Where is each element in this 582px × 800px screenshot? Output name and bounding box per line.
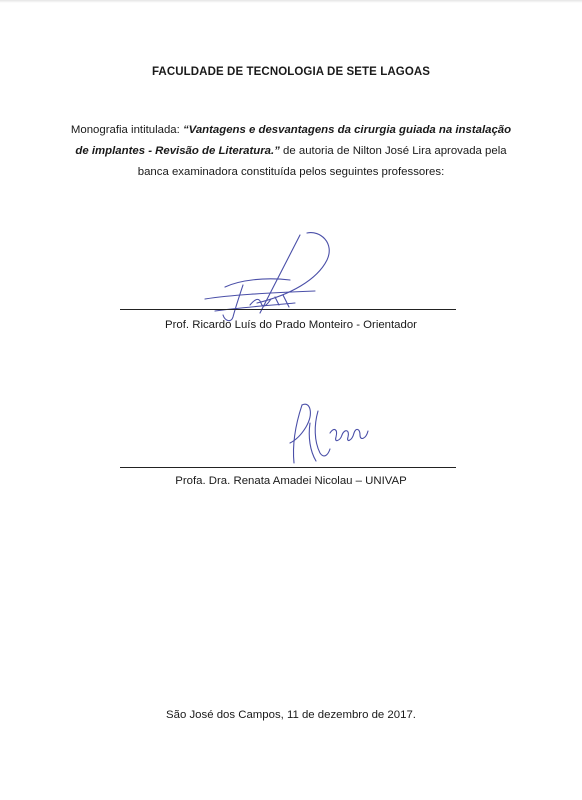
signature-examiner bbox=[280, 393, 380, 473]
statement-prefix: Monografia intitulada: bbox=[70, 124, 183, 136]
scan-edge bbox=[0, 0, 582, 3]
statement-suffix: de autoria de Nilton José Lira aprovada pela banca examinadora constituída pelos seguintes professores: bbox=[137, 145, 507, 178]
institution-heading: FACULDADE DE TECNOLOGIA DE SETE LAGOAS bbox=[151, 66, 431, 78]
signatory-name-examiner: Profa. Dra. Renata Amadei Nicolau – UNIVAP bbox=[175, 475, 407, 487]
place-and-date: São José dos Campos, 11 de dezembro de 2017. bbox=[166, 709, 416, 721]
signature-line-examiner bbox=[120, 467, 456, 468]
signatory-name-advisor: Prof. Ricardo Luís do Prado Monteiro - Orientador bbox=[165, 319, 417, 331]
approval-statement bbox=[70, 120, 512, 183]
signature-line-advisor bbox=[120, 309, 456, 310]
monograph-title: “Vantagens e desvantagens da cirurgia guiada na instalação de implantes - Revisão de Literatura.” bbox=[75, 124, 512, 157]
